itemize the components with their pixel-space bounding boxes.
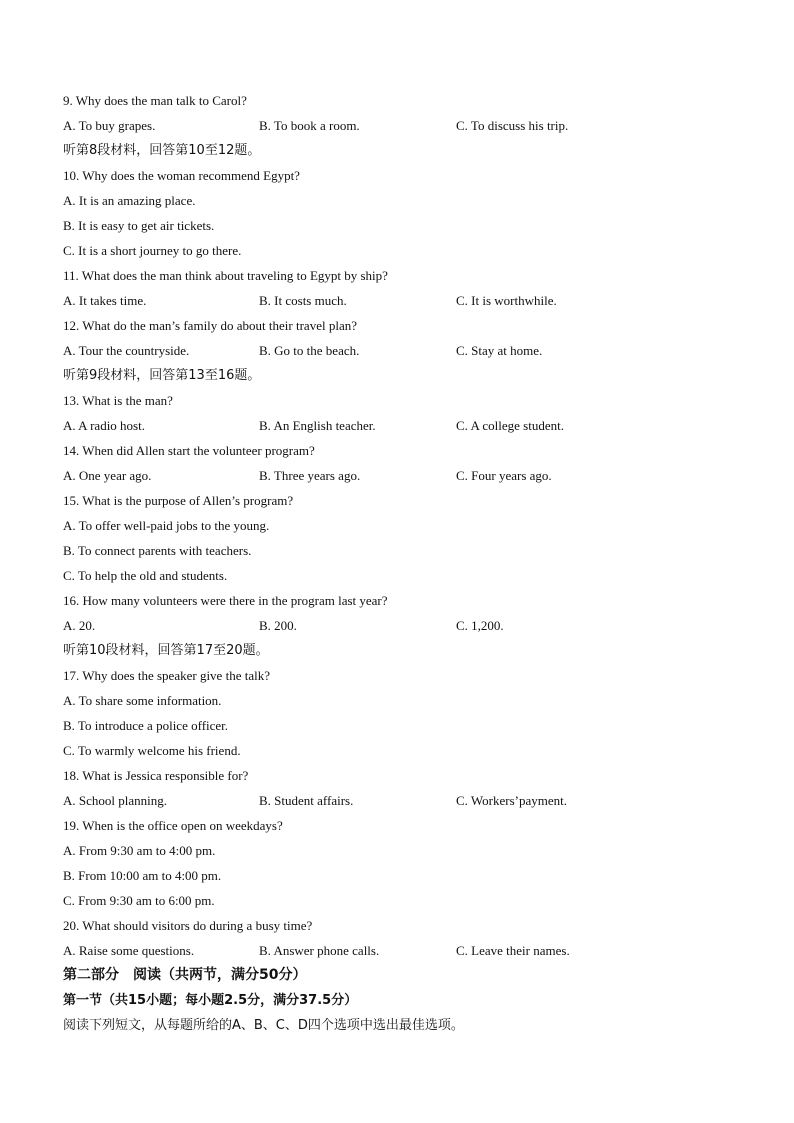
question-12 — [63, 313, 743, 338]
document-page — [63, 88, 743, 1038]
section-heading-8: 听第8段材料，回答第10至12题。 — [63, 143, 261, 158]
question-stem: 12. What do the man’s family do about their travel plan? — [63, 318, 357, 333]
option-c: C. It is a short journey to go there. — [63, 243, 242, 258]
option-a: A. Raise some questions. — [63, 943, 195, 958]
question-stem: 20. What should visitors do during a busy time? — [63, 918, 313, 933]
part-two-section-one-heading: 第一节（共15小题；每小题2.5分，满分37.5分） — [63, 993, 358, 1008]
option-a: A. 20. — [63, 618, 96, 633]
option-c: C. Leave their names. — [456, 943, 570, 958]
option-a: A. Tour the countryside. — [63, 343, 190, 358]
option-a: A. One year ago. — [63, 468, 152, 483]
question-11 — [63, 263, 743, 288]
question-stem: 9. Why does the man talk to Carol? — [63, 93, 247, 108]
option-c: C. Stay at home. — [456, 343, 543, 358]
option-a: A. School planning. — [63, 793, 167, 808]
option-a: A. To offer well-paid jobs to the young. — [63, 518, 270, 533]
option-c: C. A college student. — [456, 418, 564, 433]
option-b: B. 200. — [259, 618, 297, 633]
option-c: C. From 9:30 am to 6:00 pm. — [63, 893, 215, 908]
option-b: B. Three years ago. — [259, 468, 361, 483]
question-16 — [63, 588, 743, 613]
question-18 — [63, 763, 743, 788]
option-c: C. It is worthwhile. — [456, 293, 557, 308]
question-18-options — [63, 788, 743, 813]
section-heading-9: 听第9段材料，回答第13至16题。 — [63, 368, 261, 383]
question-10 — [63, 163, 743, 188]
option-b: B. Student affairs. — [259, 793, 354, 808]
question-14-options — [63, 463, 743, 488]
question-16-options — [63, 613, 743, 638]
option-c: C. 1,200. — [456, 618, 504, 633]
question-stem: 19. When is the office open on weekdays? — [63, 818, 283, 833]
option-b: B. Go to the beach. — [259, 343, 360, 358]
option-c: C. Four years ago. — [456, 468, 552, 483]
option-c: C. Workers’payment. — [456, 793, 567, 808]
option-a: A. To buy grapes. — [63, 118, 156, 133]
option-a: A. A radio host. — [63, 418, 145, 433]
question-stem: 18. What is Jessica responsible for? — [63, 768, 249, 783]
option-a: A. To share some information. — [63, 693, 222, 708]
question-11-options — [63, 288, 743, 313]
question-9 — [63, 88, 743, 113]
part-two-instructions: 阅读下列短文，从每题所给的A、B、C、D四个选项中选出最佳选项。 — [63, 1018, 464, 1033]
option-b: B. It is easy to get air tickets. — [63, 218, 215, 233]
option-c: C. To warmly welcome his friend. — [63, 743, 241, 758]
question-stem: 14. When did Allen start the volunteer program? — [63, 443, 315, 458]
question-12-options — [63, 338, 743, 363]
option-b: B. It costs much. — [259, 293, 347, 308]
option-a: A. It takes time. — [63, 293, 147, 308]
option-c: C. To help the old and students. — [63, 568, 228, 583]
option-b: B. To introduce a police officer. — [63, 718, 229, 733]
option-b: B. Answer phone calls. — [259, 943, 380, 958]
question-17 — [63, 663, 743, 688]
question-14 — [63, 438, 743, 463]
question-20-options — [63, 938, 743, 963]
question-19 — [63, 813, 743, 838]
section-heading-10: 听第10段材料，回答第17至20题。 — [63, 643, 269, 658]
question-stem: 11. What does the man think about traveling to Egypt by ship? — [63, 268, 388, 283]
question-stem: 17. Why does the speaker give the talk? — [63, 668, 270, 683]
option-a: A. From 9:30 am to 4:00 pm. — [63, 843, 216, 858]
question-13 — [63, 388, 743, 413]
question-20 — [63, 913, 743, 938]
question-9-options — [63, 113, 743, 138]
question-15 — [63, 488, 743, 513]
question-stem: 13. What is the man? — [63, 393, 173, 408]
option-b: B. An English teacher. — [259, 418, 376, 433]
question-stem: 10. Why does the woman recommend Egypt? — [63, 168, 300, 183]
question-stem: 15. What is the purpose of Allen’s program? — [63, 493, 294, 508]
question-13-options — [63, 413, 743, 438]
option-b: B. From 10:00 am to 4:00 pm. — [63, 868, 222, 883]
part-two-heading: 第二部分 阅读（共两节，满分50分） — [63, 967, 307, 983]
option-a: A. It is an amazing place. — [63, 193, 196, 208]
question-stem: 16. How many volunteers were there in the program last year? — [63, 593, 388, 608]
option-c: C. To discuss his trip. — [456, 118, 569, 133]
option-b: B. To connect parents with teachers. — [63, 543, 252, 558]
option-b: B. To book a room. — [259, 118, 360, 133]
